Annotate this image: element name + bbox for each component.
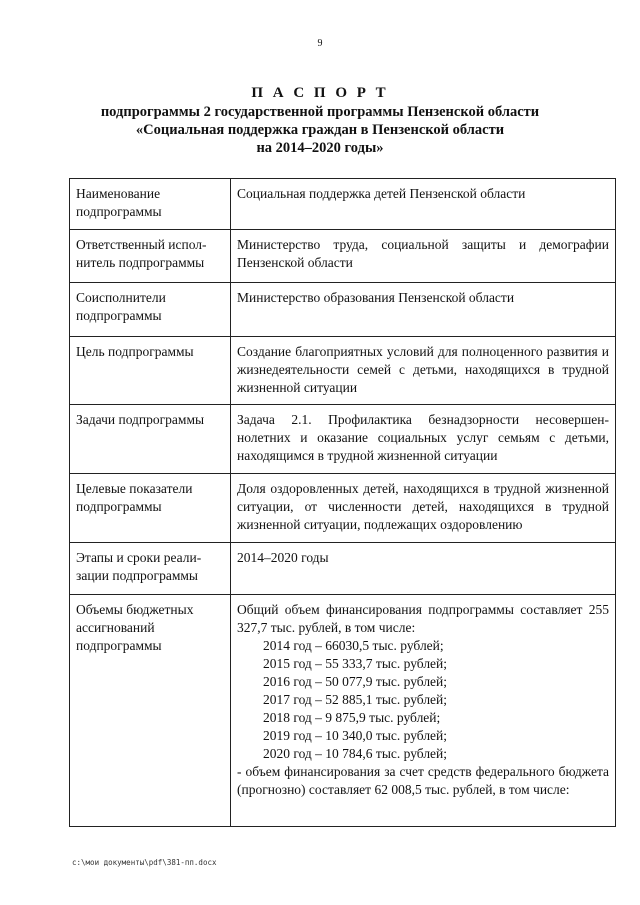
row-label: Цель подпрограммы: [70, 337, 231, 405]
budget-year-2016: 2016 год – 50 077,9 тыс. рублей;: [263, 674, 448, 689]
row-value: Социальная поддержка детей Пензенской области: [231, 179, 616, 230]
table-row: [70, 337, 616, 405]
title-passport: П А С П О Р Т: [251, 85, 389, 101]
table-row: [70, 405, 616, 474]
title-program-name: «Социальная поддержка граждан в Пензенской области: [135, 122, 505, 138]
row-value: Министерство образования Пензенской области: [231, 283, 616, 337]
title-period: на 2014–2020 годы»: [256, 140, 384, 156]
row-value: Задача 2.1. Профилактика безнадзорности несовершен-нолетних и оказание социальных услуг семьям с детьми, находящимся в трудной жизненной ситуации: [231, 405, 616, 474]
page-number: 9: [317, 38, 323, 49]
budget-year-2018: 2018 год – 9 875,9 тыс. рублей;: [263, 710, 441, 725]
row-label: Соисполнители подпрограммы: [70, 283, 231, 337]
budget-year-2019: 2019 год – 10 340,0 тыс. рублей;: [263, 728, 448, 743]
row-label: Задачи подпрограммы: [70, 405, 231, 474]
row-label: Этапы и сроки реали-зации подпрограммы: [70, 543, 231, 595]
budget-federal: - объем финансирования за счет средств федерального бюджета (прогнозно) составляет 62 008,5 тыс. рублей, в том числе:: [237, 764, 609, 797]
row-label: Объемы бюджетных ассигнований подпрограммы: [70, 595, 231, 827]
row-value: 2014–2020 годы: [231, 543, 616, 595]
table-row: [70, 283, 616, 337]
title-subprogram: подпрограммы 2 государственной программы Пензенской области: [100, 104, 540, 120]
footer-file-path: c:\мои документы\pdf\381-пп.docx: [72, 858, 217, 867]
row-value: Министерство труда, социальной защиты и демографии Пензенской области: [231, 230, 616, 283]
budget-year-2014: 2014 год – 66030,5 тыс. рублей;: [263, 638, 444, 653]
table-row: [70, 543, 616, 595]
table-row-budget: [70, 595, 616, 827]
passport-table: [69, 178, 616, 827]
budget-year-2015: 2015 год – 55 333,7 тыс. рублей;: [263, 656, 448, 671]
budget-value: [231, 595, 616, 827]
table-row: [70, 474, 616, 543]
row-label: Ответственный испол-нитель подпрограммы: [70, 230, 231, 283]
row-label: Наименование подпрограммы: [70, 179, 231, 230]
row-label: Целевые показатели подпрограммы: [70, 474, 231, 543]
budget-year-2017: 2017 год – 52 885,1 тыс. рублей;: [263, 692, 448, 707]
budget-intro: Общий объем финансирования подпрограммы составляет 255 327,7 тыс. рублей, в том числе:: [237, 602, 609, 635]
document-title: [0, 84, 640, 157]
row-value: Доля оздоровленных детей, находящихся в трудной жизненной ситуации, от численности детей, находящихся в трудной жизненной ситуации, подлежащих оздоровлению: [231, 474, 616, 543]
table-row: [70, 179, 616, 230]
budget-year-2020: 2020 год – 10 784,6 тыс. рублей;: [263, 746, 448, 761]
table-row: [70, 230, 616, 283]
row-value: Создание благоприятных условий для полноценного развития и жизнедеятельности семей с детьми, находящихся в трудной жизненной ситуации: [231, 337, 616, 405]
